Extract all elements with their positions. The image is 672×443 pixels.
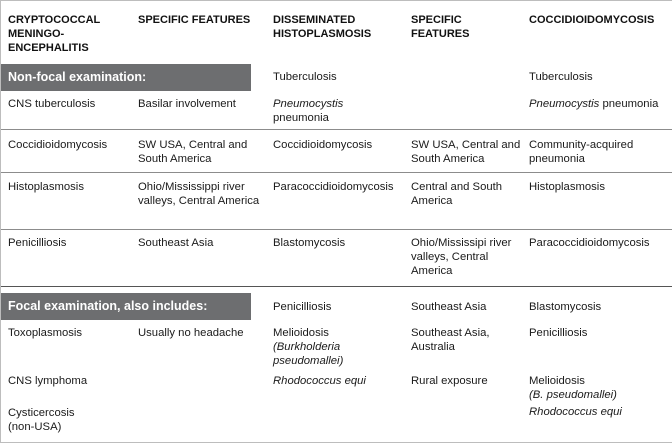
cell-r4-c3: Blastomycosis: [273, 237, 346, 249]
cell-r2-c4: SW USA, Central and South America: [411, 139, 521, 165]
row-divider-3: [0, 229, 672, 230]
cell-r3-c2: Ohio/Mississippi river valleys, Central America: [138, 181, 260, 207]
cell-r5-c3: Penicilliosis: [273, 301, 332, 313]
cell-r7-c5-organism: (B. pseudomallei): [529, 389, 617, 401]
cell-r1-c3: [273, 97, 401, 125]
row-divider-2: [0, 172, 672, 173]
row-divider-1: [0, 129, 672, 130]
cell-r5-c5: Blastomycosis: [529, 301, 602, 313]
cell-r6-c2: Usually no headache: [138, 327, 244, 339]
cell-r0-c5: Tuberculosis: [529, 71, 593, 83]
cell-r4-c4: Ohio/Mississipi river valleys, Central America: [411, 237, 512, 277]
cell-r6-c4: Southeast Asia, Australia: [411, 327, 490, 353]
header-coccidioidomycosis: COCCIDIOIDOMYCOSIS: [529, 14, 655, 26]
cell-r6-c5: Penicilliosis: [529, 327, 588, 339]
cell-r1-c5-rest: pneumonia: [599, 98, 659, 110]
section-divider: [0, 286, 672, 287]
cell-r4-c2: Southeast Asia: [138, 237, 214, 249]
cell-r7-c3: Rhodococcus equi: [273, 375, 366, 387]
header-cryptococcal: CRYPTOCOCCAL MENINGO-ENCEPHALITIS: [8, 14, 101, 54]
cell-r3-c5: Histoplasmosis: [529, 181, 605, 193]
cell-r1-c3-rest: pneumonia: [273, 112, 329, 124]
cell-r6-c1: Toxoplasmosis: [8, 327, 83, 339]
cell-r3-c1: Histoplasmosis: [8, 181, 84, 193]
cell-r1-c5-italic: Pneumocystis: [529, 98, 600, 110]
cell-r8-c5: Rhodococcus equi: [529, 406, 622, 418]
cell-r7-c5-name: Melioidosis: [529, 375, 585, 387]
cell-r3-c3: Paracoccidioidomycosis: [273, 181, 394, 193]
cell-r0-c3: Tuberculosis: [273, 71, 337, 83]
cell-r3-c4: Central and South America: [411, 181, 503, 207]
cell-r1-c3-italic: Pneumocystis: [273, 98, 344, 110]
cell-r2-c2: SW USA, Central and South America: [138, 139, 248, 165]
cell-r8-c1: Cysticercosis (non-USA): [8, 407, 75, 433]
section-nonfocal-examination: Non-focal examination:: [0, 64, 251, 91]
header-specific-features-1: SPECIFIC FEATURES: [138, 14, 251, 26]
cell-r2-c3: Coccidioidomycosis: [273, 139, 373, 151]
cell-r5-c4: Southeast Asia: [411, 301, 487, 313]
header-disseminated-histoplasmosis: DISSEMINATED HISTOPLASMOSIS: [273, 14, 372, 40]
cell-r1-c5: [529, 97, 669, 111]
cell-r1-c2: Basilar involvement: [138, 98, 236, 110]
cell-r4-c1: Penicilliosis: [8, 237, 67, 249]
cell-r7-c1: CNS lymphoma: [8, 375, 88, 387]
cell-r7-c4: Rural exposure: [411, 375, 488, 387]
cell-r4-c5: Paracoccidioidomycosis: [529, 237, 650, 249]
cell-r6-c3-organism: (Burkholderia pseudomallei): [273, 341, 344, 367]
cell-r2-c1: Coccidioidomycosis: [8, 139, 108, 151]
cell-r7-c5: [529, 374, 669, 402]
cell-r6-c3: [273, 326, 398, 368]
cell-r6-c3-name: Melioidosis: [273, 327, 329, 339]
cell-r2-c5: Community-acquired pneumonia: [529, 139, 634, 165]
header-specific-features-2: SPECIFIC FEATURES: [411, 14, 470, 40]
cell-r1-c1: CNS tuberculosis: [8, 98, 96, 110]
section-focal-examination: Focal examination, also includes:: [0, 293, 251, 320]
